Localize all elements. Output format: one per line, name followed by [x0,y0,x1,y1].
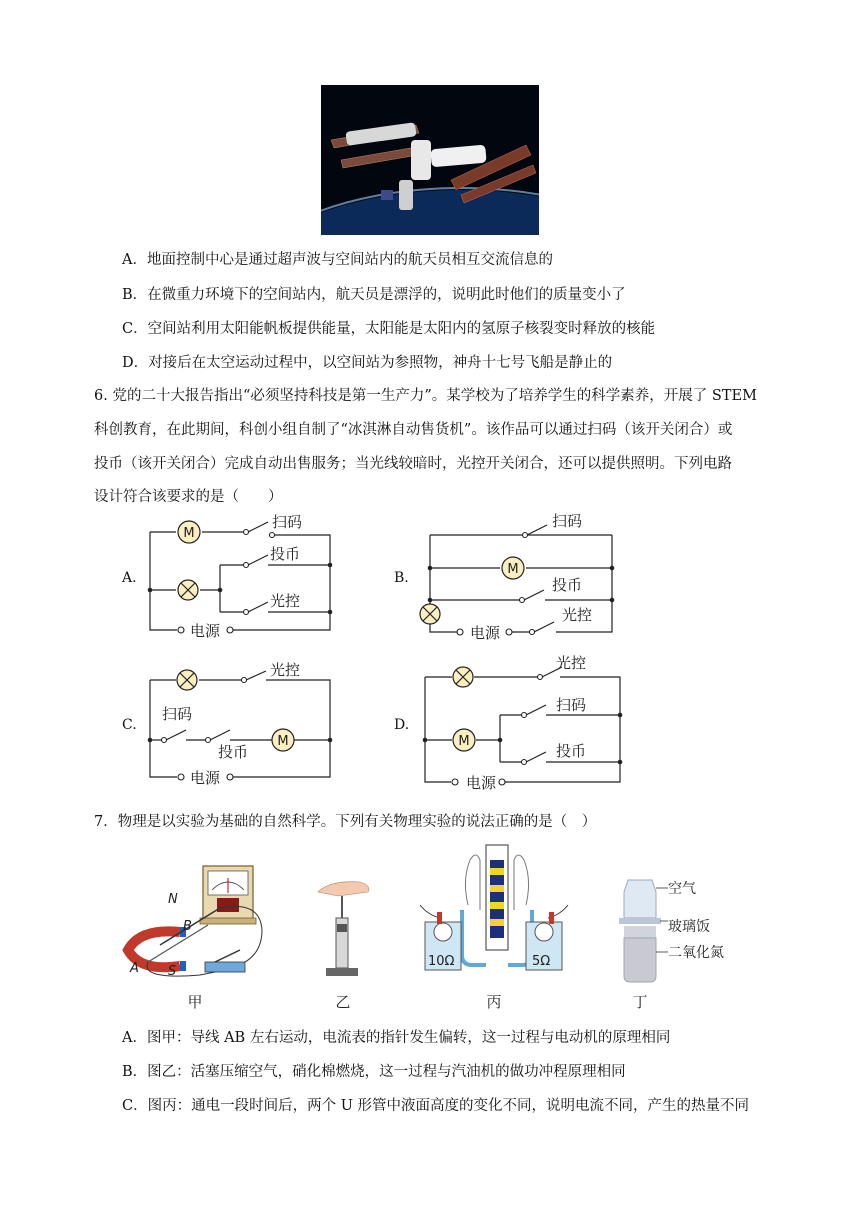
figure-bing [420,845,568,970]
q6-label-a: A. [122,570,137,586]
a-coin-label: 投币 [270,545,301,563]
ding-no2-label: 二氧化氮 [668,945,724,961]
motor-d-letter: M [458,734,470,749]
c-scan-label: 扫码 [162,705,193,723]
q6-stem-line3: 投币（该开关闭合）完成自动出售服务；当光线较暗时，光控开关闭合，还可以提供照明。下列电路 [94,456,732,472]
q7-option-c: C．图丙：通电一段时间后，两个 U 形管中液面高度的变化不同，说明电流不同，产生的热量不同 [122,1098,750,1114]
q7-stem: 7．物理是以实验为基础的自然科学。下列有关物理实验的说法正确的是（ ） [94,814,597,830]
jia-s-label: S [168,964,177,979]
d-scan-label: 扫码 [556,696,587,714]
q5-option-c: C．空间站利用太阳能帆板提供能量，太阳能是太阳内的氢原子核裂变时释放的核能 [122,321,656,337]
jia-b-label: B [183,919,192,934]
jia-a-label: A [130,961,139,976]
a-light-label: 光控 [270,592,301,610]
q6-label-d: D. [394,717,410,733]
b-scan-label: 扫码 [552,512,583,530]
figure-jia [128,866,262,976]
caption-jia: 甲 [187,993,203,1011]
b-coin-label: 投币 [552,576,583,594]
c-power-label: 电源 [190,769,221,787]
caption-ding: 丁 [632,993,648,1011]
q5-option-d: D．对接后在太空运动过程中，以空间站为参照物，神舟十七号飞船是静止的 [122,355,613,371]
q6-stem-line1: 6. 党的二十大报告指出“必须坚持科技是第一生产力”。某学校为了培养学生的科学素养，开展了 STEM [94,388,757,404]
d-coin-label: 投币 [556,742,587,760]
ding-air-label: 空气 [668,881,696,897]
jia-n-label: N [168,892,178,907]
b-power-label: 电源 [470,624,501,642]
a-scan-label: 扫码 [272,513,303,531]
d-light-label: 光控 [556,654,587,672]
q6-stem-line2: 科创教育，在此期间，科创小组自制了“冰淇淋自动售货机”。该作品可以通过扫码（该开关闭合）或 [94,422,733,438]
ding-glass-label: 玻璃饭 [668,919,710,935]
c-light-label: 光控 [270,661,301,679]
q7-option-b: B．图乙：活塞压缩空气，硝化棉燃烧，这一过程与汽油机的做功冲程原理相同 [122,1064,626,1080]
c-coin-label: 投币 [218,743,249,761]
q7-option-a: A．图甲：导线 AB 左右运动，电流表的指针发生偏转，这一过程与电动机的原理相同 [122,1030,671,1046]
d-power-label: 电源 [466,774,497,792]
q6-label-b: B. [394,570,409,586]
bing-r1-label: 10Ω [428,954,455,969]
figure-ding [619,880,668,982]
motor-b-letter: M [507,562,519,577]
caption-yi: 乙 [335,993,351,1011]
a-power-label: 电源 [190,622,221,640]
figure-yi [318,882,369,976]
motor-c-letter: M [277,734,289,749]
caption-bing: 丙 [486,993,502,1011]
b-light-label: 光控 [562,606,593,624]
q6-stem-line4: 设计符合该要求的是（ ） [94,489,283,505]
motor-a-letter: M [183,526,195,541]
q5-option-b: B．在微重力环境下的空间站内，航天员是漂浮的，说明此时他们的质量变小了 [122,287,626,303]
q5-option-a: A．地面控制中心是通过超声波与空间站内的航天员相互交流信息的 [122,252,553,268]
bing-r2-label: 5Ω [532,954,551,969]
q6-label-c: C. [122,717,137,733]
